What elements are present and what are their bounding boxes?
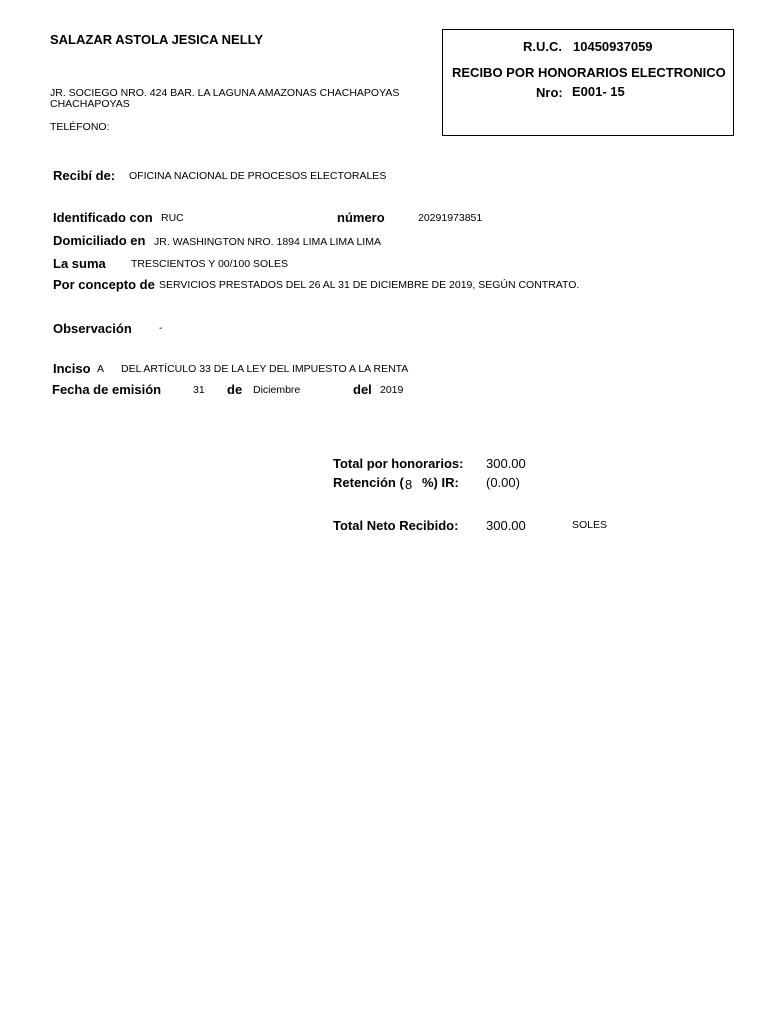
identificado-label: Identificado con — [53, 210, 153, 225]
recibi-label: Recibí de: — [53, 168, 116, 183]
concepto-value: SERVICIOS PRESTADOS DEL 26 AL 31 DE DICIEMBRE DE 2019, SEGÚN CONTRATO. — [159, 279, 580, 291]
nro-value: E001- 15 — [572, 84, 625, 99]
retencion-value: (0.00) — [486, 475, 520, 490]
issuer-name: SALAZAR ASTOLA JESICA NELLY — [50, 32, 264, 47]
total-value: 300.00 — [486, 456, 526, 471]
de-label: de — [227, 382, 243, 397]
issuer-phone-label: TELÉFONO: — [50, 121, 110, 133]
numero-value: 20291973851 — [418, 212, 483, 224]
del-label: del — [353, 382, 372, 397]
issuer-address-line2: CHACHAPOYAS — [50, 98, 130, 110]
inciso-letter: A — [97, 363, 105, 375]
concepto-label: Por concepto de — [53, 277, 155, 292]
retencion-label-start: Retención ( — [333, 475, 404, 490]
retencion-percent: 8 — [405, 477, 413, 492]
issuer-address-line1: JR. SOCIEGO NRO. 424 BAR. LA LAGUNA AMAZONAS CHACHAPOYAS — [50, 87, 400, 99]
retencion-label-end: %) IR: — [422, 475, 459, 490]
domiciliado-value: JR. WASHINGTON NRO. 1894 LIMA LIMA LIMA — [154, 236, 381, 248]
identificado-value: RUC — [161, 212, 184, 224]
numero-label: número — [337, 210, 385, 225]
ruc-label: R.U.C. — [523, 39, 562, 54]
fecha-label: Fecha de emisión — [52, 382, 162, 397]
recibi-value: OFICINA NACIONAL DE PROCESOS ELECTORALES — [129, 170, 387, 182]
fecha-month: Diciembre — [253, 384, 301, 396]
inciso-label: Inciso — [53, 361, 91, 376]
fecha-year: 2019 — [380, 384, 404, 396]
domiciliado-label: Domiciliado en — [53, 233, 146, 248]
suma-value: TRESCIENTOS Y 00/100 SOLES — [131, 258, 288, 270]
observacion-label: Observación — [53, 321, 132, 336]
neto-label: Total Neto Recibido: — [333, 518, 459, 533]
currency-label: SOLES — [572, 519, 608, 531]
inciso-text: DEL ARTÍCULO 33 DE LA LEY DEL IMPUESTO A LA RENTA — [121, 363, 409, 375]
ruc-value: 10450937059 — [573, 39, 653, 54]
document-title: RECIBO POR HONORARIOS ELECTRONICO — [452, 65, 726, 80]
observacion-value: - — [159, 322, 163, 334]
fecha-day: 31 — [193, 384, 205, 396]
total-label: Total por honorarios: — [333, 456, 464, 471]
nro-label: Nro: — [536, 85, 563, 100]
neto-value: 300.00 — [486, 518, 526, 533]
suma-label: La suma — [53, 256, 106, 271]
